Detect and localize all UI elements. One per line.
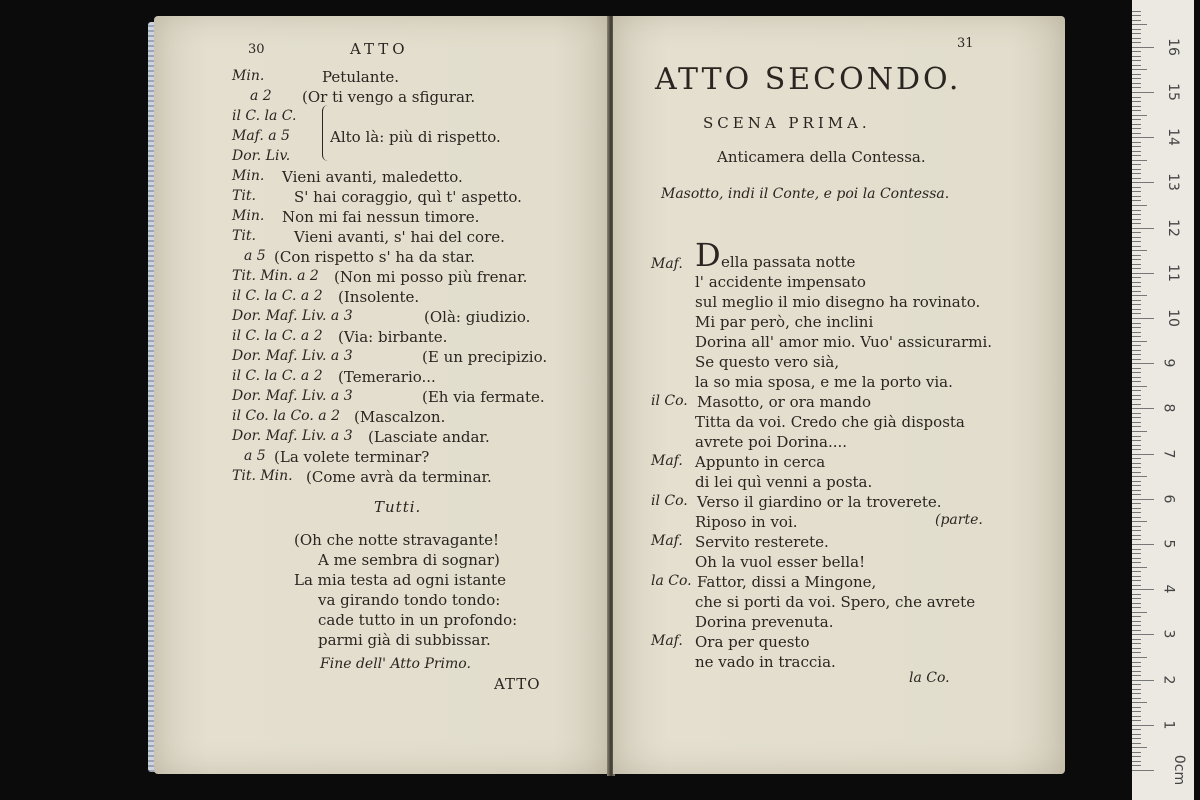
ruler-tick bbox=[1132, 481, 1141, 482]
ruler-tick bbox=[1132, 368, 1141, 369]
ruler-tick bbox=[1132, 707, 1141, 708]
ruler-tick bbox=[1132, 702, 1147, 703]
verse-line: (Come avrà da terminar. bbox=[306, 468, 492, 486]
end-of-act-note: Fine dell' Atto Primo. bbox=[320, 656, 471, 672]
ruler-tick bbox=[1132, 83, 1141, 84]
verse-line: Vieni avanti, maledetto. bbox=[282, 168, 463, 186]
speaker-label: la Co. bbox=[651, 573, 692, 589]
ruler-tick bbox=[1132, 282, 1141, 283]
ruler-tick bbox=[1132, 264, 1141, 265]
left-running-head: ATTO bbox=[350, 40, 409, 58]
verse-line: Titta da voi. Credo che già disposta bbox=[695, 413, 965, 431]
speaker-label: Dor. Maf. Liv. a 3 bbox=[232, 388, 353, 404]
right-page bbox=[613, 16, 1065, 774]
ruler-tick bbox=[1132, 69, 1147, 70]
verse-line: (Olà: giudizio. bbox=[424, 308, 531, 326]
speaker-label: il C. la C. a 2 bbox=[232, 288, 323, 304]
ruler-tick bbox=[1132, 327, 1141, 328]
ruler-tick bbox=[1132, 286, 1141, 287]
ruler-tick bbox=[1132, 467, 1141, 468]
ruler-number: 7 bbox=[1160, 449, 1177, 459]
ruler-tick bbox=[1132, 711, 1141, 712]
ruler-number: 8 bbox=[1160, 403, 1177, 413]
ruler-number: 12 bbox=[1164, 218, 1181, 237]
ruler-tick bbox=[1132, 173, 1141, 174]
ruler-tick bbox=[1132, 178, 1141, 179]
ruler-tick bbox=[1132, 567, 1147, 568]
speaker-label: a 5 bbox=[244, 248, 266, 264]
left-page-number: 30 bbox=[248, 42, 265, 57]
verse-line: (Insolente. bbox=[338, 288, 420, 306]
ruler-tick bbox=[1132, 164, 1141, 165]
ruler-tick bbox=[1132, 603, 1141, 604]
ruler-tick bbox=[1132, 612, 1147, 613]
verse-line: (Temerario... bbox=[338, 368, 436, 386]
ruler-tick bbox=[1132, 214, 1141, 215]
verse-line: Verso il giardino or la troverete. bbox=[697, 493, 942, 511]
ruler-tick bbox=[1132, 336, 1141, 337]
speaker-label: Min. bbox=[232, 68, 265, 84]
speaker-label: Dor. Maf. Liv. a 3 bbox=[232, 428, 353, 444]
ruler-tick bbox=[1132, 652, 1141, 653]
ruler-tick bbox=[1132, 657, 1147, 658]
ruler-tick bbox=[1132, 191, 1141, 192]
verse-line: Petulante. bbox=[322, 68, 400, 86]
ruler-tick bbox=[1132, 228, 1154, 229]
ruler-tick bbox=[1132, 684, 1141, 685]
speaker-label: Dor. Liv. bbox=[232, 148, 291, 164]
ruler-tick bbox=[1132, 106, 1141, 107]
speaker-label: Min. bbox=[232, 208, 265, 224]
ruler-tick bbox=[1132, 553, 1141, 554]
ruler-tick bbox=[1132, 74, 1141, 75]
ruler-tick bbox=[1132, 571, 1141, 572]
ruler-tick bbox=[1132, 580, 1141, 581]
ruler-tick bbox=[1132, 110, 1141, 111]
ruler-tick bbox=[1132, 295, 1147, 296]
ruler-tick bbox=[1132, 237, 1141, 238]
ruler-tick bbox=[1132, 458, 1141, 459]
ruler-tick bbox=[1132, 716, 1141, 717]
ruler-tick bbox=[1132, 223, 1141, 224]
ruler-tick bbox=[1132, 530, 1141, 531]
verse-line: Non mi fai nessun timore. bbox=[282, 208, 480, 226]
ruler-tick bbox=[1132, 454, 1154, 455]
ruler-tick bbox=[1132, 246, 1141, 247]
ruler-tick bbox=[1132, 250, 1147, 251]
verse-line: (E un precipizio. bbox=[422, 348, 548, 366]
right-page-number: 31 bbox=[957, 36, 974, 51]
ruler-tick bbox=[1132, 413, 1141, 414]
ruler-tick bbox=[1132, 259, 1141, 260]
ruler-tick bbox=[1132, 363, 1154, 364]
ruler-tick bbox=[1132, 210, 1141, 211]
act-title: ATTO SECONDO. bbox=[655, 62, 962, 97]
speaker-label: il C. la C. bbox=[232, 108, 297, 124]
verse-line: sul meglio il mio disegno ha rovinato. bbox=[695, 293, 981, 311]
ruler-number: 11 bbox=[1164, 263, 1181, 282]
verse-line: Fattor, dissi a Mingone, bbox=[697, 573, 877, 591]
ruler-tick bbox=[1132, 517, 1141, 518]
ruler-tick bbox=[1132, 648, 1141, 649]
ruler-tick bbox=[1132, 558, 1141, 559]
speaker-label: Maf. bbox=[651, 453, 683, 469]
scene-setting: Anticamera della Contessa. bbox=[717, 148, 926, 166]
ruler-tick bbox=[1132, 56, 1141, 57]
speaker-label: Tit. Min. bbox=[232, 468, 293, 484]
ruler-number: 4 bbox=[1160, 584, 1177, 594]
ruler-tick bbox=[1132, 232, 1141, 233]
ruler-tick bbox=[1132, 639, 1141, 640]
ruler-number: 3 bbox=[1160, 629, 1177, 639]
ruler-tick bbox=[1132, 60, 1141, 61]
ruler-tick bbox=[1132, 607, 1141, 608]
ruler-tick bbox=[1132, 431, 1147, 432]
ruler-tick bbox=[1132, 738, 1141, 739]
verse-line: S' hai coraggio, quì t' aspetto. bbox=[294, 188, 522, 206]
ruler-tick bbox=[1132, 119, 1141, 120]
ruler-tick bbox=[1132, 151, 1141, 152]
ruler-tick bbox=[1132, 549, 1141, 550]
speaker-label: Tit. bbox=[232, 228, 256, 244]
ruler-tick bbox=[1132, 404, 1141, 405]
ruler-tick bbox=[1132, 291, 1141, 292]
verse-line: Ora per questo bbox=[695, 633, 810, 651]
verse-line: la so mia sposa, e me la porto via. bbox=[695, 373, 953, 391]
ruler-tick bbox=[1132, 142, 1141, 143]
ruler-tick bbox=[1132, 725, 1154, 726]
ruler-tick bbox=[1132, 268, 1141, 269]
ruler-tick bbox=[1132, 318, 1154, 319]
ruler-tick bbox=[1132, 273, 1154, 274]
speaker-label: a 2 bbox=[250, 88, 272, 104]
catchword: la Co. bbox=[909, 670, 950, 686]
ruler-tick bbox=[1132, 449, 1141, 450]
ruler-tick bbox=[1132, 689, 1141, 690]
chorus-line: parmi già di subbissar. bbox=[318, 631, 491, 649]
speaker-label: il Co. bbox=[651, 393, 688, 409]
verse-line: (Con rispetto s' ha da star. bbox=[274, 248, 476, 266]
verse-line: Dorina prevenuta. bbox=[695, 613, 834, 631]
ruler-tick bbox=[1132, 386, 1147, 387]
ruler-tick bbox=[1132, 24, 1147, 25]
stage-direction: (parte. bbox=[935, 512, 983, 528]
ruler-tick bbox=[1132, 671, 1141, 672]
ruler-tick bbox=[1132, 169, 1141, 170]
ruler-tick bbox=[1132, 675, 1141, 676]
speaker-label: Maf. bbox=[651, 533, 683, 549]
verse-line: (La volete terminar? bbox=[274, 448, 430, 466]
speaker-label: il Co. la Co. a 2 bbox=[232, 408, 340, 424]
ruler-tick bbox=[1132, 747, 1147, 748]
ruler-tick bbox=[1132, 200, 1141, 201]
ruler-tick bbox=[1132, 576, 1141, 577]
ruler-tick bbox=[1132, 304, 1141, 305]
measuring-ruler bbox=[1132, 0, 1194, 800]
verse-line: Riposo in voi. bbox=[695, 513, 798, 531]
ruler-tick bbox=[1132, 146, 1141, 147]
speaker-label: a 5 bbox=[244, 448, 266, 464]
ruler-tick bbox=[1132, 476, 1147, 477]
ruler-tick bbox=[1132, 539, 1141, 540]
ruler-tick bbox=[1132, 752, 1141, 753]
verse-line: Appunto in cerca bbox=[695, 453, 826, 471]
verse-line: ella passata notte bbox=[721, 253, 856, 271]
ruler-tick bbox=[1132, 426, 1141, 427]
ruler-tick bbox=[1132, 87, 1141, 88]
ruler-tick bbox=[1132, 765, 1141, 766]
ruler-tick bbox=[1132, 634, 1154, 635]
ruler-tick bbox=[1132, 332, 1141, 333]
ruler-tick bbox=[1132, 47, 1154, 48]
ruler-number: 15 bbox=[1164, 83, 1181, 101]
ruler-tick bbox=[1132, 720, 1141, 721]
ruler-number: 14 bbox=[1164, 128, 1181, 147]
scene-characters: Masotto, indi il Conte, e poi la Contessa. bbox=[661, 186, 950, 202]
ruler-tick bbox=[1132, 160, 1147, 161]
left-page bbox=[154, 16, 609, 774]
ruler-tick bbox=[1132, 494, 1141, 495]
ruler-tick bbox=[1132, 526, 1141, 527]
chorus-line: A me sembra di sognar) bbox=[318, 551, 500, 569]
ruler-tick bbox=[1132, 115, 1147, 116]
verse-line: (Via: birbante. bbox=[338, 328, 448, 346]
ruler-tick bbox=[1132, 133, 1141, 134]
ruler-tick bbox=[1132, 196, 1141, 197]
ruler-tick bbox=[1132, 323, 1141, 324]
ruler-tick bbox=[1132, 589, 1154, 590]
ruler-tick bbox=[1132, 630, 1141, 631]
ruler-tick bbox=[1132, 359, 1141, 360]
ruler-tick bbox=[1132, 205, 1147, 206]
ruler-tick bbox=[1132, 422, 1141, 423]
ruler-tick bbox=[1132, 729, 1141, 730]
ruler-tick bbox=[1132, 463, 1141, 464]
ruler-tick bbox=[1132, 761, 1141, 762]
ruler-tick bbox=[1132, 562, 1141, 563]
ruler-tick bbox=[1132, 445, 1141, 446]
ruler-tick bbox=[1132, 616, 1141, 617]
ruler-tick bbox=[1132, 101, 1141, 102]
ruler-tick bbox=[1132, 11, 1141, 12]
ruler-tick bbox=[1132, 499, 1154, 500]
ruler-number: 9 bbox=[1160, 358, 1177, 368]
ruler-number: 2 bbox=[1160, 675, 1177, 685]
ruler-tick bbox=[1132, 313, 1141, 314]
open-book bbox=[148, 16, 1070, 778]
ruler-tick bbox=[1132, 662, 1141, 663]
verse-line: (Eh via fermate. bbox=[422, 388, 545, 406]
speaker-label: il C. la C. a 2 bbox=[232, 368, 323, 384]
ruler-number: 5 bbox=[1160, 539, 1177, 549]
ruler-tick bbox=[1132, 544, 1154, 545]
ruler-tick bbox=[1132, 643, 1141, 644]
ruler-tick bbox=[1132, 241, 1141, 242]
verse-line: Vieni avanti, s' hai del core. bbox=[294, 228, 505, 246]
ruler-tick bbox=[1132, 78, 1141, 79]
ruler-tick bbox=[1132, 354, 1141, 355]
ruler-tick bbox=[1132, 770, 1154, 771]
chorus-line: cade tutto in un profondo: bbox=[318, 611, 518, 629]
ruler-tick bbox=[1132, 29, 1141, 30]
ruler-tick bbox=[1132, 51, 1141, 52]
verse-line: Se questo vero sià, bbox=[695, 353, 840, 371]
speaker-label: Dor. Maf. Liv. a 3 bbox=[232, 308, 353, 324]
ruler-tick bbox=[1132, 472, 1141, 473]
verse-line: l' accidente impensato bbox=[695, 273, 866, 291]
ruler-number: 1 bbox=[1160, 720, 1177, 730]
ruler-tick bbox=[1132, 485, 1141, 486]
ruler-tick bbox=[1132, 680, 1154, 681]
speaker-label: Maf. bbox=[651, 633, 683, 649]
ruler-tick bbox=[1132, 625, 1141, 626]
ruler-tick bbox=[1132, 219, 1141, 220]
ruler-tick bbox=[1132, 42, 1141, 43]
ruler-tick bbox=[1132, 38, 1141, 39]
ruler-tick bbox=[1132, 350, 1141, 351]
verse-line: che si porti da voi. Spero, che avrete bbox=[695, 593, 976, 611]
verse-line: Masotto, or ora mando bbox=[697, 393, 871, 411]
ruler-tick bbox=[1132, 309, 1141, 310]
ruler-tick bbox=[1132, 124, 1141, 125]
ruler-tick bbox=[1132, 137, 1154, 138]
verse-line: Dorina all' amor mio. Vuo' assicurarmi. bbox=[695, 333, 993, 351]
ruler-tick bbox=[1132, 372, 1141, 373]
ruler-tick bbox=[1132, 155, 1141, 156]
ruler-tick bbox=[1132, 377, 1141, 378]
ruler-number: 6 bbox=[1160, 494, 1177, 504]
speaker-label: Maf. a 5 bbox=[232, 128, 290, 144]
ruler-tick bbox=[1132, 300, 1141, 301]
ruler-tick bbox=[1132, 65, 1141, 66]
verse-line: (Lasciate andar. bbox=[368, 428, 490, 446]
ruler-tick bbox=[1132, 345, 1141, 346]
ruler-tick bbox=[1132, 20, 1141, 21]
verse-line: di lei quì venni a posta. bbox=[695, 473, 873, 491]
ruler-tick bbox=[1132, 182, 1154, 183]
ruler-tick bbox=[1132, 698, 1141, 699]
ruler-tick bbox=[1132, 521, 1147, 522]
chorus-line: La mia testa ad ogni istante bbox=[294, 571, 506, 589]
speaker-label: Maf. bbox=[651, 256, 683, 272]
speaker-label: Tit. bbox=[232, 188, 256, 204]
drop-capital: D bbox=[695, 236, 721, 274]
verse-line: Alto là: più di rispetto. bbox=[330, 128, 501, 146]
ruler-number: 16 bbox=[1164, 37, 1181, 56]
ruler-tick bbox=[1132, 440, 1141, 441]
ruler-tick bbox=[1132, 97, 1141, 98]
ruler-tick bbox=[1132, 598, 1141, 599]
ruler-tick bbox=[1132, 381, 1141, 382]
ruler-tick bbox=[1132, 756, 1141, 757]
catchword: ATTO bbox=[494, 675, 541, 693]
verse-line: (Or ti vengo a sfigurar. bbox=[302, 88, 476, 106]
ruler-tick bbox=[1132, 503, 1141, 504]
ruler-tick bbox=[1132, 734, 1141, 735]
ruler-tick bbox=[1132, 277, 1141, 278]
ruler-tick bbox=[1132, 666, 1141, 667]
tutti-heading: Tutti. bbox=[374, 498, 422, 516]
verse-line: ne vado in traccia. bbox=[695, 653, 836, 671]
ruler-tick bbox=[1132, 399, 1141, 400]
ruler-tick bbox=[1132, 621, 1141, 622]
speaker-label: Tit. Min. a 2 bbox=[232, 268, 319, 284]
ruler-tick bbox=[1132, 92, 1154, 93]
chorus-line: va girando tondo tondo: bbox=[318, 591, 501, 609]
scene-heading: SCENA PRIMA. bbox=[703, 114, 871, 132]
ruler-tick bbox=[1132, 417, 1141, 418]
ruler-tick bbox=[1132, 585, 1141, 586]
speaker-label: Dor. Maf. Liv. a 3 bbox=[232, 348, 353, 364]
ruler-tick bbox=[1132, 594, 1141, 595]
ruler-tick bbox=[1132, 693, 1141, 694]
ruler-tick bbox=[1132, 395, 1141, 396]
ruler-tick bbox=[1132, 33, 1141, 34]
speaker-label: il Co. bbox=[651, 493, 688, 509]
ruler-tick bbox=[1132, 255, 1141, 256]
verse-line: (Non mi posso più frenar. bbox=[334, 268, 528, 286]
verse-line: Servito resterete. bbox=[695, 533, 829, 551]
verse-line: (Mascalzon. bbox=[354, 408, 446, 426]
ruler-tick bbox=[1132, 743, 1141, 744]
ruler-tick bbox=[1132, 535, 1141, 536]
ruler-tick bbox=[1132, 408, 1154, 409]
ruler-number: 0cm bbox=[1171, 754, 1188, 786]
verse-line: Oh la vuol esser bella! bbox=[695, 553, 866, 571]
ruler-tick bbox=[1132, 436, 1141, 437]
ruler-tick bbox=[1132, 15, 1141, 16]
speaker-label: il C. la C. a 2 bbox=[232, 328, 323, 344]
chorus-line: (Oh che notte stravagante! bbox=[294, 531, 500, 549]
ruler-tick bbox=[1132, 508, 1141, 509]
ruler-tick bbox=[1132, 341, 1147, 342]
ruler-tick bbox=[1132, 390, 1141, 391]
ruler-tick bbox=[1132, 128, 1141, 129]
verse-line: avrete poi Dorina.... bbox=[695, 433, 848, 451]
ruler-tick bbox=[1132, 187, 1141, 188]
verse-line: Mi par però, che inclini bbox=[695, 313, 874, 331]
speaker-label: Min. bbox=[232, 168, 265, 184]
ruler-number: 13 bbox=[1164, 173, 1181, 192]
ruler-tick bbox=[1132, 490, 1141, 491]
ruler-tick bbox=[1132, 512, 1141, 513]
ruler-number: 10 bbox=[1164, 309, 1181, 327]
